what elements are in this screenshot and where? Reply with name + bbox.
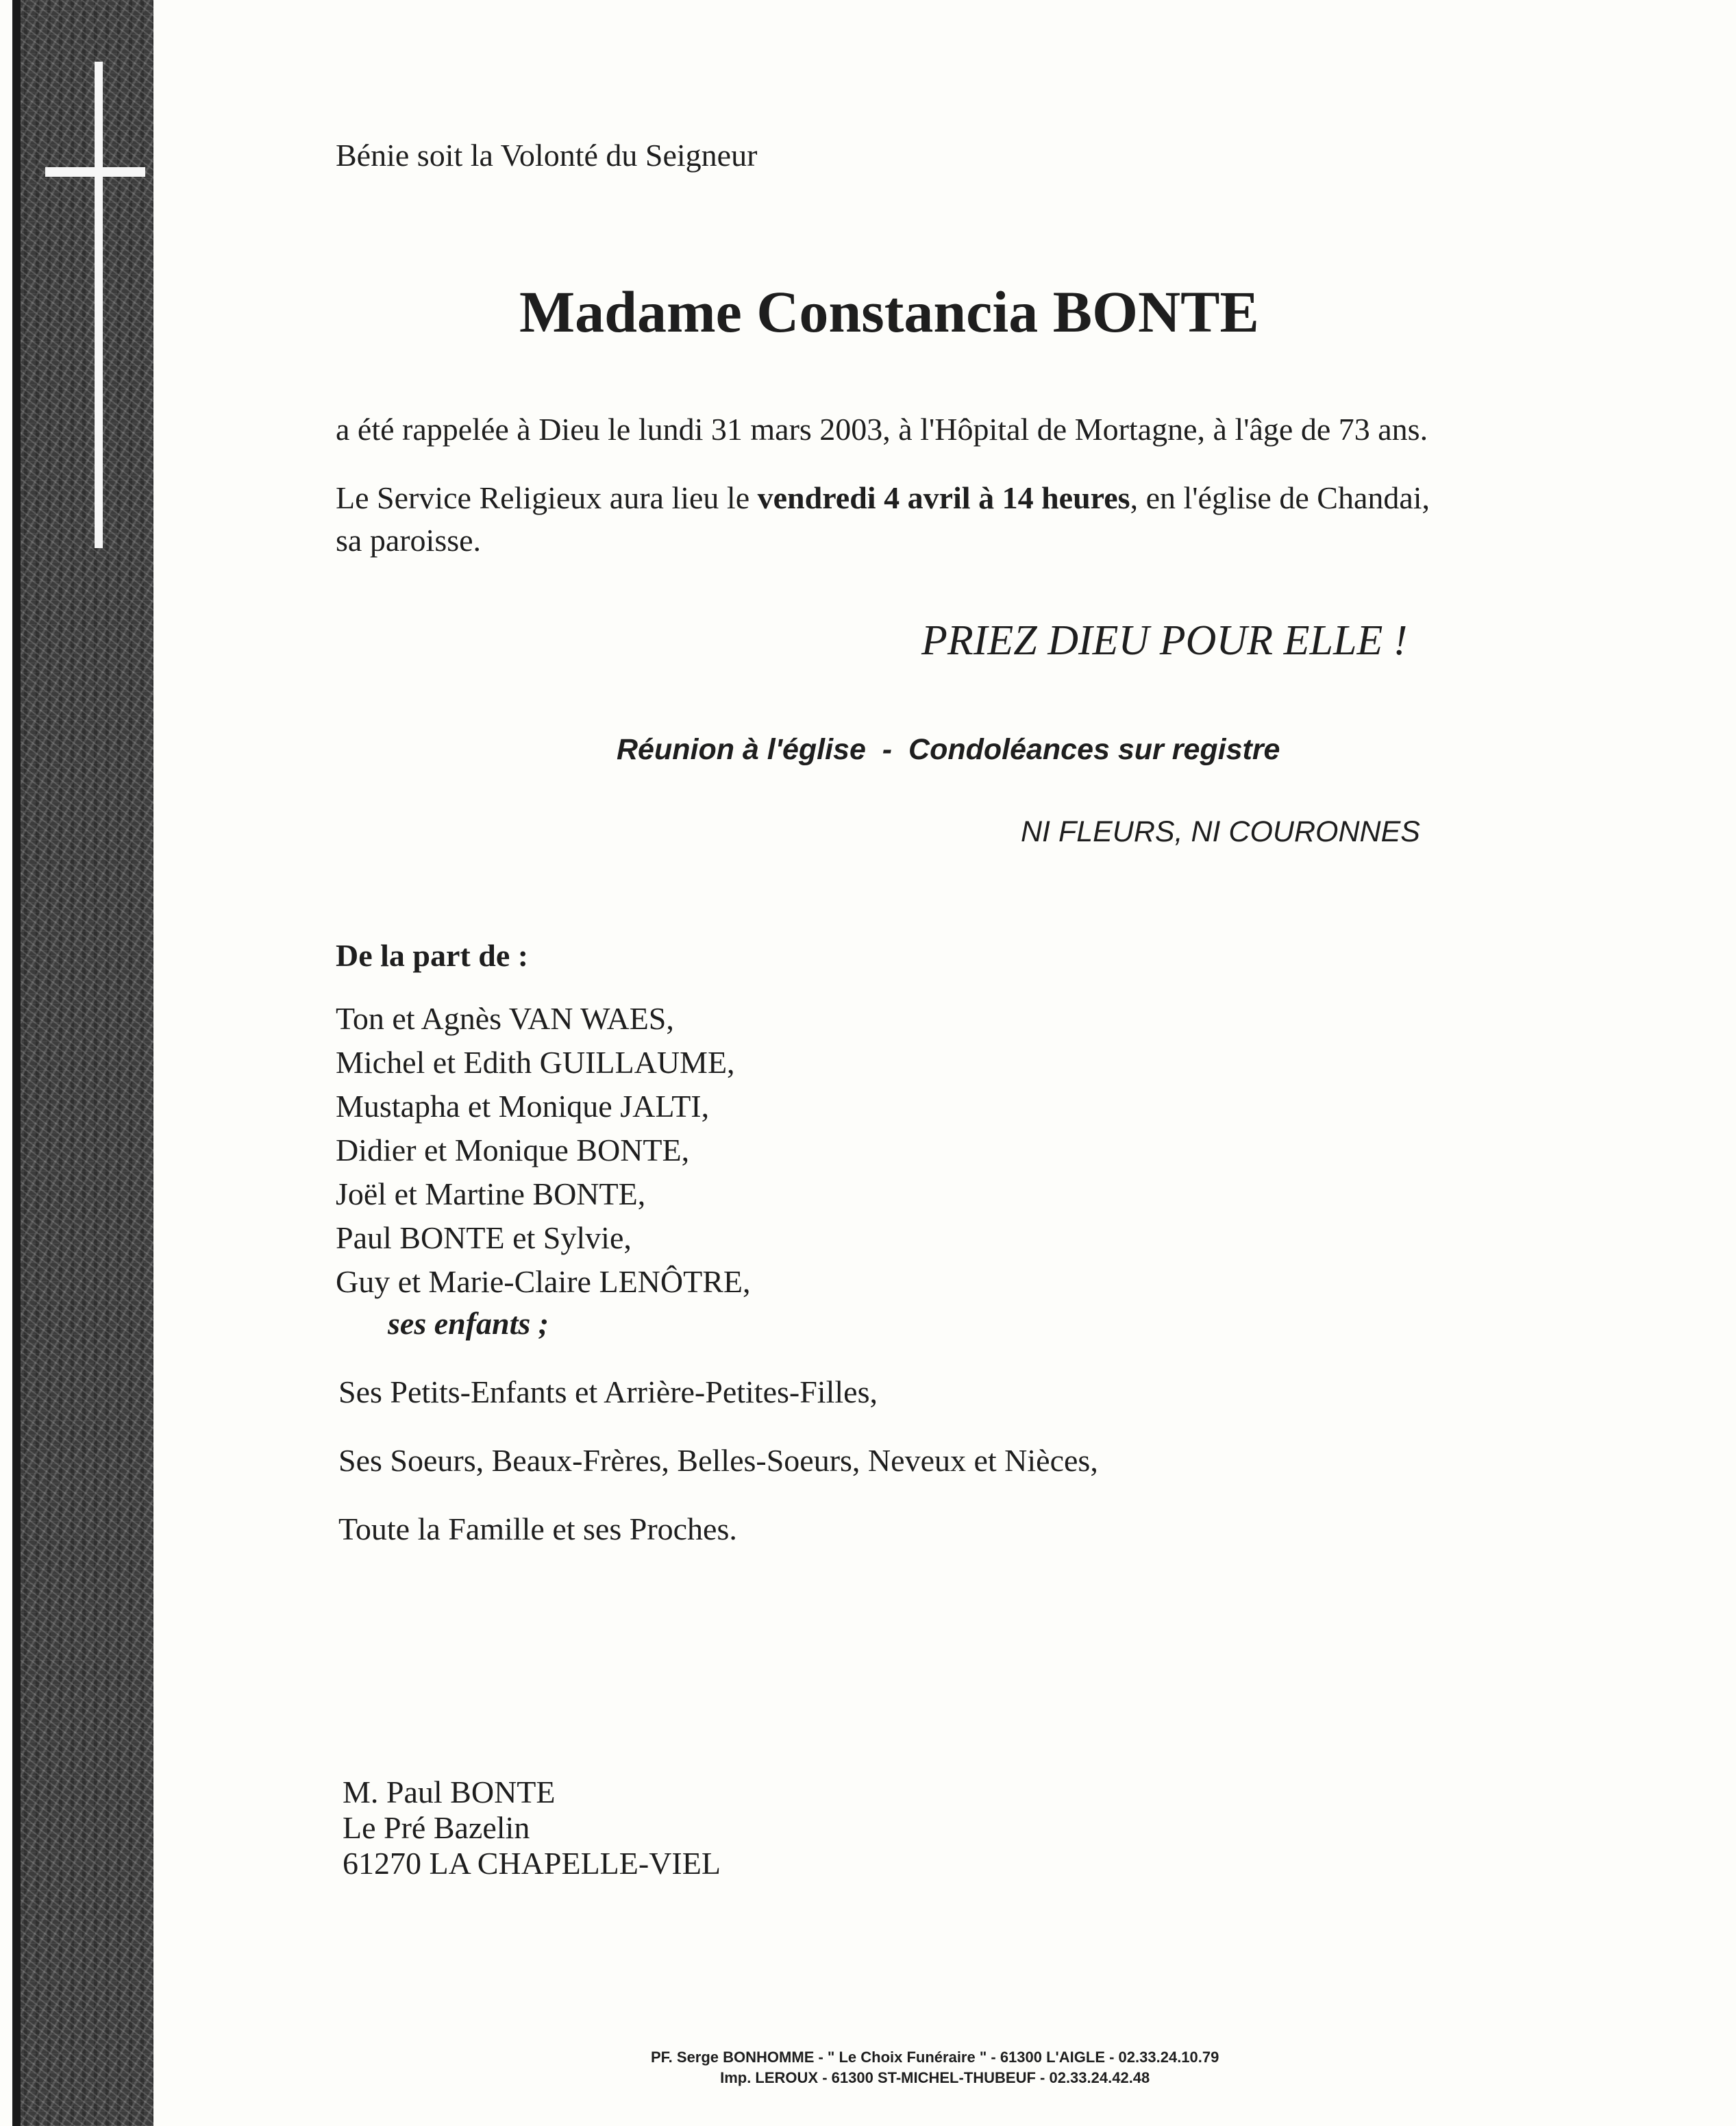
reunion-note: Réunion à l'église bbox=[617, 733, 866, 766]
list-item: Guy et Marie-Claire LENÔTRE, bbox=[336, 1264, 751, 1299]
children-label: ses enfants ; bbox=[388, 1306, 549, 1341]
siblings-line: Ses Soeurs, Beaux-Frères, Belles-Soeurs, Neveux et Nièces, bbox=[338, 1443, 1098, 1478]
service-text-a: Le Service Religieux aura lieu le bbox=[336, 480, 758, 515]
condolences-note: Condoléances sur registre bbox=[908, 733, 1280, 766]
service-announcement bbox=[336, 480, 1430, 516]
decorative-border bbox=[12, 0, 153, 2126]
list-item: Joël et Martine BONTE, bbox=[336, 1176, 646, 1211]
address-block bbox=[343, 1775, 721, 1881]
footer-line-2: Imp. LEROUX - 61300 ST-MICHEL-THUBEUF - 02.33.24.42.48 bbox=[720, 2069, 1150, 2086]
prayer-line: PRIEZ DIEU POUR ELLE ! bbox=[921, 617, 1408, 664]
note-separator: - bbox=[882, 733, 893, 766]
family-line: Toute la Famille et ses Proches. bbox=[338, 1511, 737, 1546]
printer-footer bbox=[651, 2047, 1219, 2088]
deceased-name: Madame Constancia BONTE bbox=[519, 279, 1259, 345]
list-item: Paul BONTE et Sylvie, bbox=[336, 1220, 632, 1255]
grandchildren-line: Ses Petits-Enfants et Arrière-Petites-Filles, bbox=[338, 1374, 878, 1409]
list-item: Michel et Edith GUILLAUME, bbox=[336, 1045, 735, 1080]
no-flowers-note: NI FLEURS, NI COURONNES bbox=[1021, 815, 1420, 848]
service-datetime: vendredi 4 avril à 14 heures bbox=[757, 480, 1130, 515]
address-name: M. Paul BONTE bbox=[343, 1775, 556, 1809]
list-item: Didier et Monique BONTE, bbox=[336, 1133, 690, 1167]
blessing-line: Bénie soit la Volonté du Seigneur bbox=[336, 138, 758, 173]
death-announcement: a été rappelée à Dieu le lundi 31 mars 2003, à l'Hôpital de Mortagne, à l'âge de 73 ans. bbox=[336, 412, 1428, 447]
address-street: Le Pré Bazelin bbox=[343, 1810, 530, 1845]
footer-line-1: PF. Serge BONHOMME - " Le Choix Funéraire " - 61300 L'AIGLE - 02.33.24.10.79 bbox=[651, 2049, 1219, 2066]
cross-icon bbox=[95, 62, 103, 548]
children-list bbox=[336, 997, 750, 1304]
service-text-b: , en l'église de Chandai, bbox=[1130, 480, 1430, 515]
address-city: 61270 LA CHAPELLE-VIEL bbox=[343, 1846, 721, 1881]
service-parish: sa paroisse. bbox=[336, 523, 482, 558]
list-item: Mustapha et Monique JALTI, bbox=[336, 1089, 710, 1124]
cross-icon-bar bbox=[45, 167, 145, 177]
list-item: Ton et Agnès VAN WAES, bbox=[336, 1001, 674, 1036]
family-intro: De la part de : bbox=[336, 938, 529, 973]
gathering-note bbox=[617, 733, 1280, 767]
